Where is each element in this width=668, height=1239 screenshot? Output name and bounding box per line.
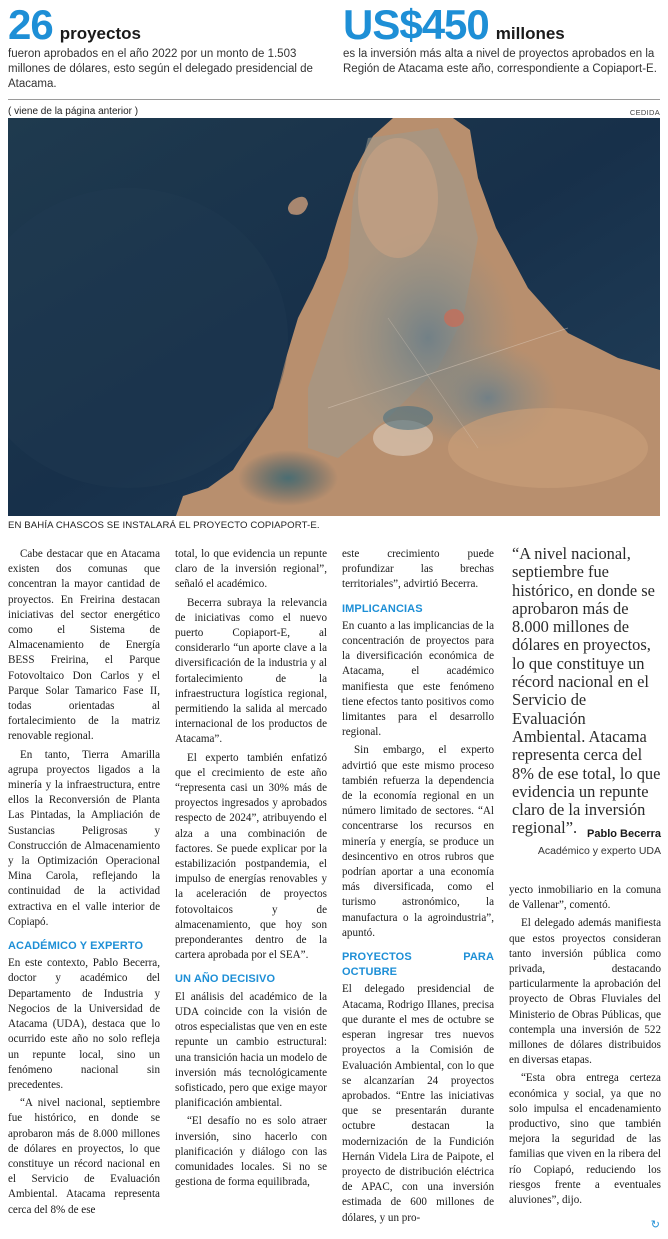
jump-line: ( viene de la página anterior ): [8, 106, 139, 117]
stat-investment-unit: millones: [495, 24, 565, 43]
subheading-academic: ACADÉMICO Y EXPERTO: [8, 940, 144, 953]
satellite-photo: [8, 118, 660, 516]
stat-investment-head: [343, 1, 663, 48]
stat-investment: [343, 1, 663, 77]
stat-projects-text: fueron aprobados en el año 2022 por un monto de 1.503 millones de dólares, esto según el delegado presidencial de Atacama.: [8, 48, 313, 90]
paragraph: En tanto, Tierra Amarilla agrupa proyectos ligados a la minería y la infraestructura, entre ellos la Reconversión de Planta Las Pintadas, la Ampliación de Sustancias Peligrosas y Construcción de Almacenamiento y la Optimización Operacional Mina Carola, reflejando la continuidad de la actividad extractiva en el valle interior de Copiapó.: [8, 748, 160, 928]
top-divider: [8, 99, 660, 100]
paragraph: total, lo que evidencia un repunte claro de la inversión regional”, señaló el académico.: [175, 548, 327, 591]
stat-projects-number: 26: [8, 1, 53, 48]
site-marker: [444, 309, 464, 327]
sand-ridge: [358, 138, 438, 258]
stat-projects: [8, 1, 326, 92]
end-of-article-icon: ↻: [650, 1218, 660, 1231]
stat-projects-unit: proyectos: [59, 24, 141, 43]
photo-caption: EN BAHÍA CHASCOS SE INSTALARÁ EL PROYECTO COPIAPORT-E.: [8, 520, 320, 531]
article-column-2: [175, 547, 327, 1193]
paragraph: Sin embargo, el experto advirtió que este mismo proceso también refuerza la dependencia de la economía regional en un número limitado de sectores. “Al concentrarse los recursos en minería y energía, se produce un desincentivo en otros rubros que podrían aportar a una economía más diversificada, como el turismo astronómico, la manufactura o la agroindustria”, apuntó.: [342, 744, 494, 939]
pull-quote: “A nivel nacional, septiembre fue histórico, en donde se aprobaron más de 8.000 millones de dólares en proyectos, lo que constituye un récord nacional en el Servicio de Evaluación Ambiental. Atacama representa cerca del 8% de ese total, lo que evidencia un repunte claro de la inversión regional”.: [512, 544, 661, 838]
paragraph: En este contexto, Pablo Becerra, doctor y académico del Departamento de Industria y Negocios de la Universidad de Atacama (UDA), destaca que lo ocurrido este año no solo refleja un repunte local, sino un fenómeno nacional sin precedentes.: [8, 957, 160, 1091]
subheading-decisive-year: UN AÑO DECISIVO: [175, 973, 276, 986]
paragraph: “A nivel nacional, septiembre fue histórico, en donde se aprobaron más de 8.000 millones de dólares en proyectos, lo que constituye un récord nacional en el Servicio de Evaluación Ambiental. Atacama representa cerca del 8% de ese: [8, 1097, 160, 1216]
lagoon: [383, 406, 433, 430]
paragraph: este crecimiento puede profundizar las brechas territoriales”, advirtió Becerra.: [342, 548, 494, 591]
photo-credit: CEDIDA: [629, 108, 660, 117]
paragraph: yecto inmobiliario en la comuna de Vallenar”, comentó.: [509, 884, 661, 912]
stat-investment-text: es la inversión más alta a nivel de proyectos aprobados en la Región de Atacama este año, correspondiente a Copiaport-E.: [343, 48, 657, 75]
paragraph: El análisis del académico de la UDA coincide con la visión de otros especialistas que ven en este repunte un cambio estructural: una transición hacia un modelo de inversión más tecnológicamente sofisticado, pero que exige mayor planificación ambiental.: [175, 990, 327, 1110]
shallow-water: [238, 450, 338, 506]
pull-quote-author-role: Académico y experto UDA: [537, 845, 661, 857]
paragraph: Becerra subraya la relevancia de iniciativas como el nuevo puerto Copiaport-E, al considerarlo “un aporte clave a la diversificación de la industria y al fortalecimiento de la infraestructura logística regional, permitiendo la salida al mercado internacional de los productos de Atacama”.: [175, 596, 327, 746]
paragraph: Cabe destacar que en Atacama existen dos comunas que concentran la mayor cantidad de proyectos. En Freirina destacan iniciativas del sector energético como el Sistema de Almacenamiento de Energía BESS Freirina, el Parque Fotovoltaico Don Carlos y el Parque Solar Tamarico Fase II, todas orientadas al fortalecimiento de la matriz renovable regional.: [8, 548, 160, 743]
article-column-3: [342, 547, 494, 1229]
stat-investment-number: US$450: [343, 1, 489, 48]
paragraph: El delegado presidencial de Atacama, Rodrigo Illanes, precisa que durante el mes de octubre se esperan ingresar tres nuevos proyectos a la Comisión de Evaluación Ambiental, con lo que se alcanzarían 24 proyectos aprobados. “Entre las iniciativas que se presentarán durante octubre destacan la modernización de la Fundición Hernán Videla Lira de Paipote, el proyecto de distribución eléctrica de APAC, con una inversión estimada de 600 millones de dólares, y un pro-: [342, 983, 494, 1224]
paragraph: En cuanto a las implicancias de la concentración de proyectos para la diversificación económica de Atacama, el académico manifiesta que este fenómeno tiene efectos tanto positivos como limitantes para el desarrollo regional.: [342, 619, 494, 739]
paragraph: El experto también enfatizó que el crecimiento de este año “representa casi un 30% más de proyectos ingresados y aprobados respecto de 2024”, atribuyendo el alza a una combinación de factores. Se puede explicar por la estabilización postpandemia, el impulso de energías renovables y la aceleración de proyectos fotovoltaicos y de almacenamiento, que hoy son preponderantes dentro de la cartera aprobada por el SEA”.: [175, 751, 327, 962]
subheading-implications: IMPLICANCIAS: [342, 602, 423, 615]
article-column-1: [8, 547, 160, 1221]
paragraph: El delegado además manifiesta que estos proyectos consideran tanto inversión pública como privada, destacando particularmente la aprobación del proyecto de Obras Fluviales del Ministerio de Obras Públicas, que contempla una inversión de 522 millones de dólares distribuidos en diversas etapas.: [509, 917, 661, 1067]
paragraph: “Esta obra entrega certeza económica y social, ya que no solo impulsa el encadenamiento productivo, sino que también mejora la seguridad de las familias que viven en la ribera del río Copiapó, reduciendo los riesgos frente a eventuales aluviones”, dijo.: [509, 1072, 661, 1207]
paragraph: “El desafío no es solo atraer inversión, sino hacerlo con planificación y diálogo con las comunidades locales. Si no se gestiona de forma equilibrada,: [175, 1115, 327, 1189]
stat-projects-head: [8, 1, 326, 48]
article-column-4: [509, 883, 661, 1211]
subheading-october-projects: PROYECTOS PARA OCTUBRE: [342, 951, 494, 979]
pull-quote-author: Pablo Becerra: [587, 828, 661, 840]
